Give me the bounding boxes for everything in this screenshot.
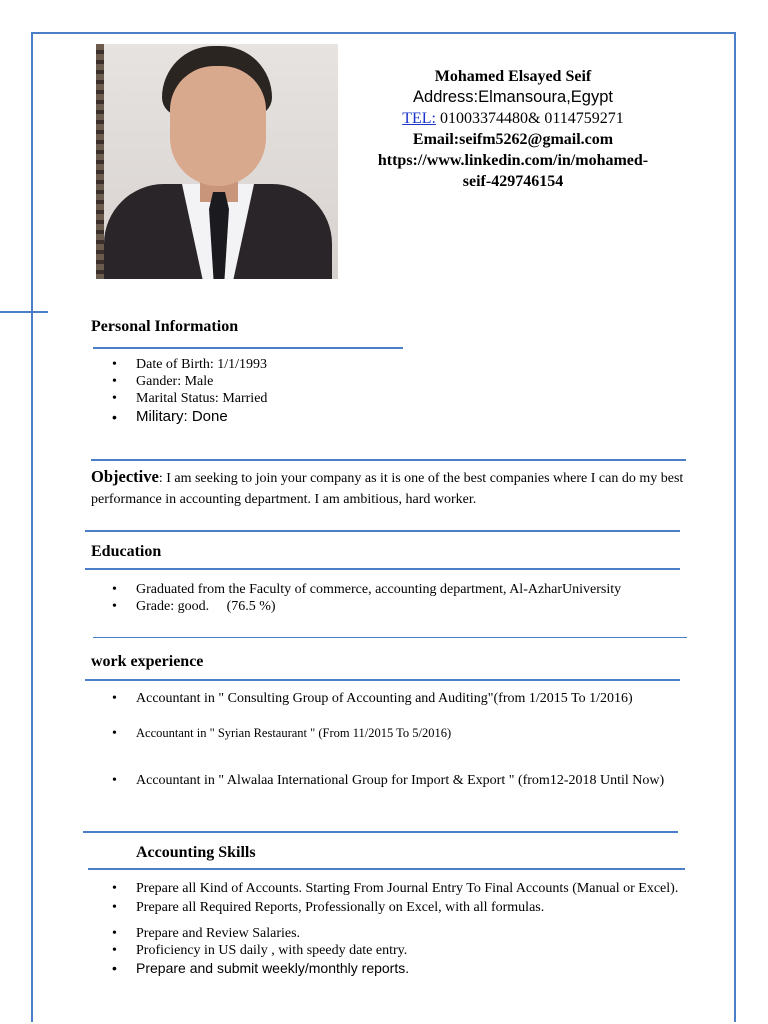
list-item: • Prepare and submit weekly/monthly reports. <box>91 959 691 977</box>
list-item: • Accountant in " Alwalaa International Group for Import & Export " (from12-2018 Until Now) <box>91 772 681 789</box>
education-bottom-rule <box>93 637 687 638</box>
skills-heading: Accounting Skills <box>136 844 256 861</box>
objective-bottom-rule <box>85 530 680 532</box>
list-item: • Military: Done <box>91 407 651 427</box>
skills-rule <box>88 868 685 870</box>
list-item: • Accountant in " Consulting Group of Accounting and Auditing"(from 1/2015 To 1/2016) <box>91 690 681 707</box>
objective-top-rule <box>91 459 686 461</box>
list-item: • Prepare and Review Salaries. <box>91 925 691 942</box>
work-rule <box>85 679 680 681</box>
telephone <box>355 108 671 129</box>
contact-block <box>355 66 671 192</box>
list-item: • Marital Status: Married <box>91 390 651 407</box>
list-item: • Gander: Male <box>91 373 651 390</box>
list-item: • Grade: good. (76.5 %) <box>91 598 691 615</box>
margin-marker <box>0 311 48 313</box>
objective-paragraph <box>91 466 691 510</box>
tel-label[interactable]: TEL: <box>402 110 436 127</box>
objective-label: Objective <box>91 467 159 486</box>
candidate-name: Mohamed Elsayed Seif <box>434 68 592 85</box>
personal-info-list <box>91 356 651 427</box>
linkedin-line2: seif-429746154 <box>462 173 564 190</box>
email: Email:seifm5262@gmail.com <box>412 131 614 148</box>
education-list <box>91 581 691 615</box>
education-rule <box>85 568 680 570</box>
objective-text: : I am seeking to join your company as it is one of the best companies where I can do my best performance in accounting department. I am ambitious, hard worker. <box>91 471 684 507</box>
education-heading: Education <box>91 543 162 560</box>
work-heading: work experience <box>91 653 204 670</box>
profile-photo <box>96 44 338 279</box>
list-item: • Graduated from the Faculty of commerce, accounting department, Al-AzharUniversity <box>91 581 691 598</box>
list-item: • Prepare all Required Reports, Professionally on Excel, with all formulas. <box>91 899 691 916</box>
list-item: • Date of Birth: 1/1/1993 <box>91 356 651 373</box>
skills-list <box>91 880 691 977</box>
list-item: • Prepare all Kind of Accounts. Starting From Journal Entry To Final Accounts (Manual or Excel). <box>91 880 691 898</box>
address: Address:Elmansoura,Egypt <box>413 88 613 106</box>
skills-top-rule <box>83 831 678 833</box>
tel-numbers: 01003374480& 0114759271 <box>435 110 624 127</box>
linkedin-line1: https://www.linkedin.com/in/mohamed- <box>377 152 649 169</box>
list-item: • Accountant in " Syrian Restaurant " (From 11/2015 To 5/2016) <box>91 725 681 742</box>
personal-info-rule <box>93 347 403 349</box>
personal-info-heading: Personal Information <box>91 318 239 335</box>
list-item: • Proficiency in US daily , with speedy date entry. <box>91 942 691 959</box>
